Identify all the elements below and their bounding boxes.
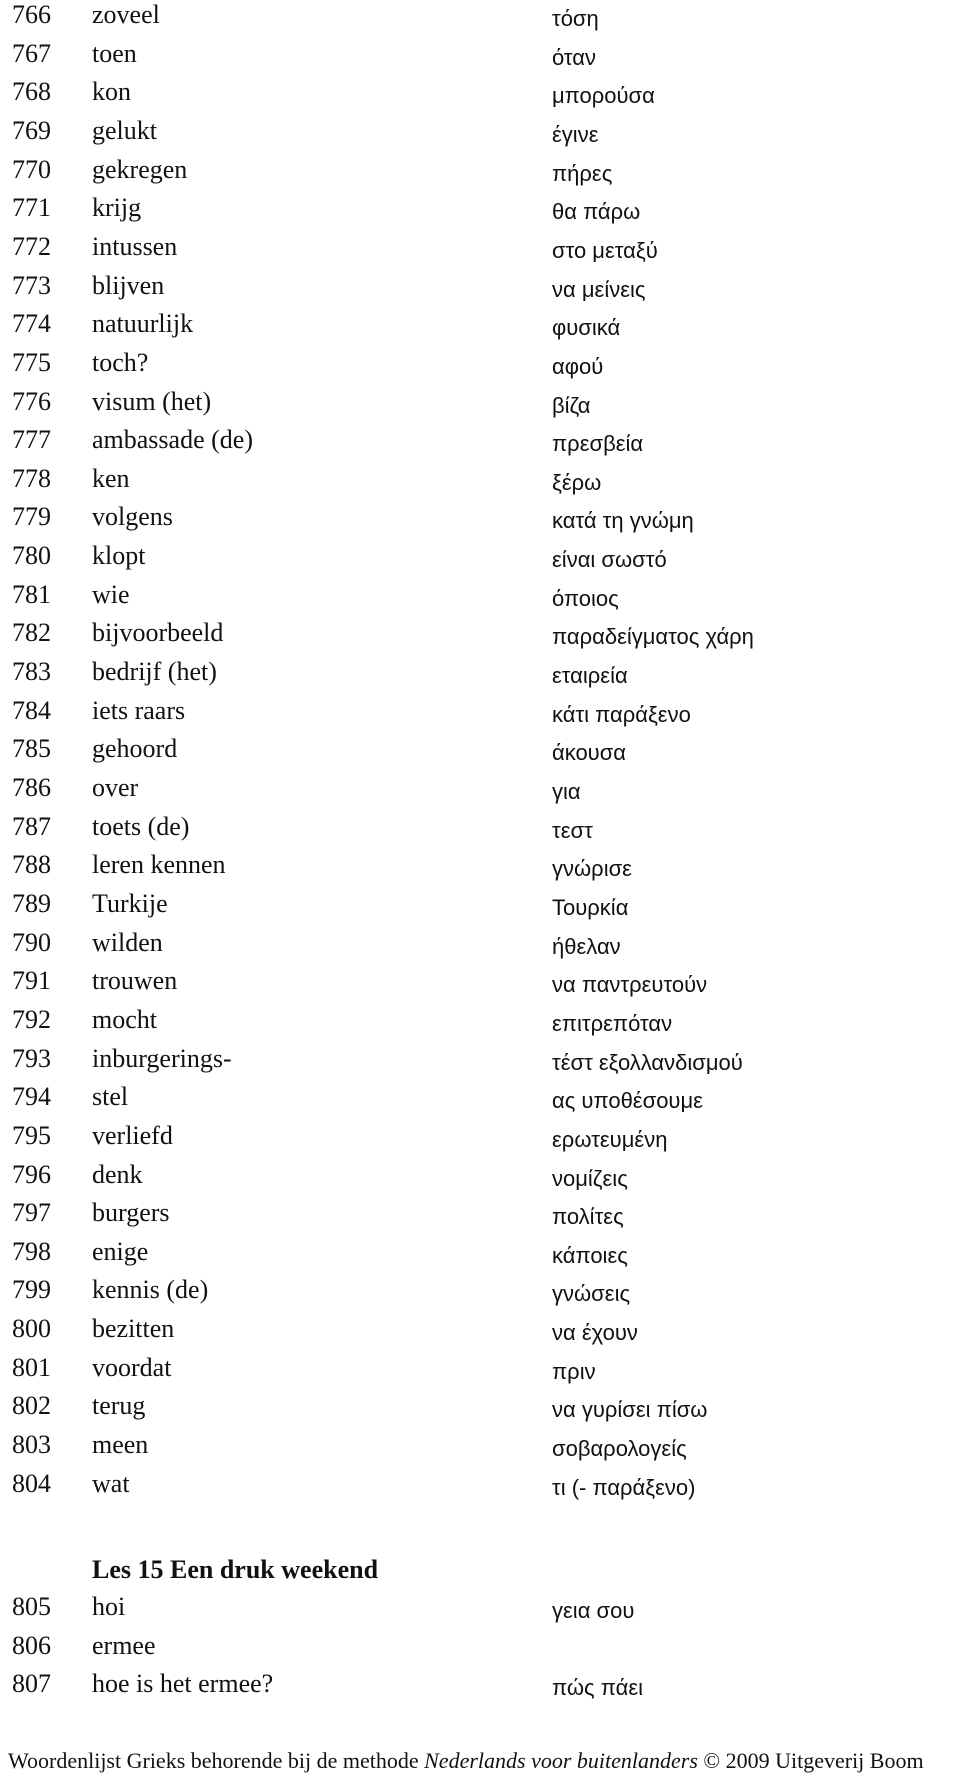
entry-number: 794 <box>12 1082 51 1112</box>
entry-number: 803 <box>12 1430 51 1460</box>
greek-translation: θα πάρω <box>552 199 641 225</box>
word-entry-row <box>0 1236 960 1278</box>
greek-translation: επιτρεπόταν <box>552 1010 673 1036</box>
word-entry-row <box>0 38 960 80</box>
dutch-word: klopt <box>92 541 146 571</box>
page-footer <box>8 1748 924 1774</box>
entry-number: 775 <box>12 347 51 377</box>
lesson-heading: Les 15 Een druk weekend <box>92 1555 379 1584</box>
greek-translation: κατά τη γνώμη <box>552 508 694 534</box>
greek-translation: τέστ εξολλανδισμού <box>552 1049 743 1075</box>
greek-translation: τεστ <box>552 817 593 843</box>
dutch-word: mocht <box>92 1004 157 1034</box>
word-entry-row <box>0 927 960 969</box>
dutch-word: inburgerings- <box>92 1043 232 1073</box>
word-entry-row <box>0 79 960 118</box>
dutch-word: Turkije <box>92 888 168 918</box>
entry-number: 796 <box>12 1159 51 1189</box>
word-entry-row <box>0 154 960 196</box>
greek-translation: να παντρευτούν <box>552 972 708 998</box>
entry-number: 782 <box>12 618 51 648</box>
greek-translation: εταιρεία <box>552 663 628 689</box>
dutch-word: ambassade (de) <box>92 425 253 455</box>
word-entry-row <box>0 311 960 350</box>
greek-translation: κάτι παράξενο <box>552 701 691 727</box>
greek-translation: βίζα <box>552 392 591 418</box>
word-entry-row <box>0 695 960 737</box>
entry-number: 776 <box>12 386 51 416</box>
word-entry-row <box>0 1316 960 1355</box>
dutch-word: gekregen <box>92 154 188 184</box>
entry-number: 791 <box>12 966 51 996</box>
word-entry-row <box>0 463 960 505</box>
word-entry-row <box>0 386 960 428</box>
word-entry-row <box>0 620 960 659</box>
dutch-word: wie <box>92 579 130 609</box>
entry-number: 798 <box>12 1236 51 1266</box>
footer-copyright: © 2009 Uitgeverij Boom <box>703 1748 924 1773</box>
entry-number: 783 <box>12 657 51 687</box>
word-entry-row <box>0 1120 960 1162</box>
entry-number: 806 <box>12 1630 51 1660</box>
word-entry-row <box>0 1468 960 1510</box>
dutch-word: enige <box>92 1236 149 1266</box>
dutch-word: denk <box>92 1159 143 1189</box>
entry-number: 772 <box>12 231 51 261</box>
entry-number: 766 <box>12 0 51 29</box>
dutch-word: verliefd <box>92 1120 173 1150</box>
dutch-word: leren kennen <box>92 850 226 880</box>
greek-translation: έγινε <box>552 121 599 147</box>
entry-number: 778 <box>12 463 51 493</box>
greek-translation: γνώρισε <box>552 856 632 882</box>
entry-number: 801 <box>12 1352 51 1382</box>
greek-translation: νομίζεις <box>552 1165 628 1191</box>
entry-number: 780 <box>12 541 51 571</box>
entry-number: 793 <box>12 1043 51 1073</box>
entry-number: 797 <box>12 1198 51 1228</box>
dutch-word: hoi <box>92 1592 126 1621</box>
greek-translation: να μείνεις <box>552 276 646 302</box>
greek-translation: πολίτες <box>552 1204 624 1230</box>
greek-translation: κάποιες <box>552 1242 628 1268</box>
dutch-word: ermee <box>92 1630 156 1660</box>
word-entry-row <box>0 195 960 234</box>
word-entry-row <box>0 1393 960 1432</box>
entry-number: 770 <box>12 154 51 184</box>
entry-number: 771 <box>12 193 51 223</box>
dutch-word: intussen <box>92 231 178 261</box>
word-entry-row <box>0 1594 960 1633</box>
greek-translation: να έχουν <box>552 1320 638 1346</box>
word-entry-row <box>0 1200 960 1239</box>
dutch-word: volgens <box>92 502 173 532</box>
dutch-word: trouwen <box>92 966 178 996</box>
word-entry-row <box>0 1043 960 1085</box>
entry-number: 786 <box>12 773 51 802</box>
word-entry-row <box>0 1671 960 1710</box>
dutch-word: bedrijf (het) <box>92 657 217 687</box>
greek-translation: τόση <box>552 6 599 31</box>
word-entry-row <box>0 543 960 582</box>
greek-translation: πήρες <box>552 160 613 186</box>
word-entry-row <box>0 2 960 41</box>
entry-number: 769 <box>12 115 51 145</box>
footer-prefix: Woordenlijst Grieks behorende bij de methode <box>8 1748 419 1773</box>
entry-number: 807 <box>12 1669 51 1699</box>
dutch-word: natuurlijk <box>92 309 194 339</box>
word-entry-row <box>0 811 960 853</box>
dutch-word: meen <box>92 1430 149 1460</box>
dutch-word: over <box>92 773 139 802</box>
word-entry-row <box>0 888 960 930</box>
footer-book-title: Nederlands voor buitenlanders <box>424 1748 698 1773</box>
greek-translation: ξέρω <box>552 469 602 495</box>
greek-translation: φυσικά <box>552 315 621 341</box>
entry-number: 788 <box>12 850 51 880</box>
entry-number: 789 <box>12 888 51 918</box>
greek-translation: ερωτευμένη <box>552 1126 668 1152</box>
greek-translation: Τουρκία <box>552 894 629 920</box>
greek-translation: όταν <box>552 44 597 70</box>
dutch-word: visum (het) <box>92 386 212 416</box>
entry-number: 790 <box>12 927 51 957</box>
dutch-word: ken <box>92 463 130 493</box>
greek-translation: για <box>552 779 581 804</box>
greek-translation: πώς πάει <box>552 1675 644 1701</box>
greek-translation: πριν <box>552 1358 596 1384</box>
dutch-word: wat <box>92 1468 130 1498</box>
entry-number: 784 <box>12 695 51 725</box>
dutch-word: toen <box>92 38 137 68</box>
dutch-word: voordat <box>92 1352 172 1382</box>
greek-translation: τι (- παράξενο) <box>552 1474 696 1500</box>
word-entry-row <box>0 659 960 698</box>
word-entry-row <box>0 736 960 775</box>
greek-translation: άκουσα <box>552 740 627 766</box>
dutch-word: kon <box>92 77 131 107</box>
entry-number: 779 <box>12 502 51 532</box>
word-entry-row <box>0 1352 960 1394</box>
dutch-word: terug <box>92 1391 146 1421</box>
dutch-word: toets (de) <box>92 811 190 841</box>
dutch-word: bezitten <box>92 1314 175 1344</box>
greek-translation: γνώσεις <box>552 1281 631 1307</box>
word-entry-row <box>0 1630 960 1672</box>
word-entry-row <box>0 504 960 543</box>
greek-translation: είναι σωστό <box>552 547 667 573</box>
word-entry-row <box>0 852 960 891</box>
dutch-word: hoe is het ermee? <box>92 1669 274 1699</box>
dutch-word: kennis (de) <box>92 1275 209 1305</box>
greek-translation: στο μεταξύ <box>552 237 658 263</box>
greek-translation: ήθελαν <box>552 933 621 959</box>
entry-number: 768 <box>12 77 51 107</box>
dutch-word: toch? <box>92 347 149 377</box>
greek-translation: σοβαρολογείς <box>552 1436 687 1462</box>
word-entry-row <box>0 1432 960 1471</box>
greek-translation: να γυρίσει πίσω <box>552 1397 708 1423</box>
dutch-word: krijg <box>92 193 142 223</box>
word-entry-row <box>0 1084 960 1123</box>
entry-number: 787 <box>12 811 51 841</box>
greek-translation: μπορούσα <box>552 83 655 109</box>
greek-translation: πρεσβεία <box>552 431 644 457</box>
dutch-word: stel <box>92 1082 129 1112</box>
entry-number: 799 <box>12 1275 51 1305</box>
dutch-word: zoveel <box>92 0 160 29</box>
entry-number: 781 <box>12 579 51 609</box>
entry-number: 795 <box>12 1120 51 1150</box>
dutch-word: iets raars <box>92 695 186 725</box>
word-entry-row <box>0 270 960 312</box>
entry-number: 804 <box>12 1468 51 1498</box>
greek-translation: γεια σου <box>552 1598 635 1623</box>
entry-number: 802 <box>12 1391 51 1421</box>
word-entry-row <box>0 579 960 621</box>
greek-translation: όποιος <box>552 585 619 611</box>
dutch-word: gelukt <box>92 115 157 145</box>
greek-translation: αφού <box>552 353 604 379</box>
entry-number: 785 <box>12 734 51 764</box>
entry-number: 774 <box>12 309 51 339</box>
dutch-word: blijven <box>92 270 165 300</box>
entry-number: 792 <box>12 1004 51 1034</box>
entry-number: 777 <box>12 425 51 455</box>
word-entry-row <box>0 968 960 1007</box>
dutch-word: burgers <box>92 1198 170 1228</box>
entry-number: 767 <box>12 38 51 68</box>
word-entry-row <box>0 1159 960 1201</box>
word-entry-row <box>0 115 960 157</box>
entry-number: 773 <box>12 270 51 300</box>
word-entry-row <box>0 347 960 389</box>
greek-translation: παραδείγματος χάρη <box>552 624 754 650</box>
dutch-word: bijvoorbeeld <box>92 618 224 648</box>
word-entry-row <box>0 1004 960 1046</box>
word-entry-row <box>0 775 960 814</box>
greek-translation: ας υποθέσουμε <box>552 1088 703 1114</box>
word-entry-row <box>0 427 960 466</box>
entry-number: 805 <box>12 1592 51 1621</box>
entry-number: 800 <box>12 1314 51 1344</box>
word-entry-row <box>0 231 960 273</box>
dutch-word: wilden <box>92 927 163 957</box>
dutch-word: gehoord <box>92 734 178 764</box>
word-entry-row <box>0 1277 960 1316</box>
